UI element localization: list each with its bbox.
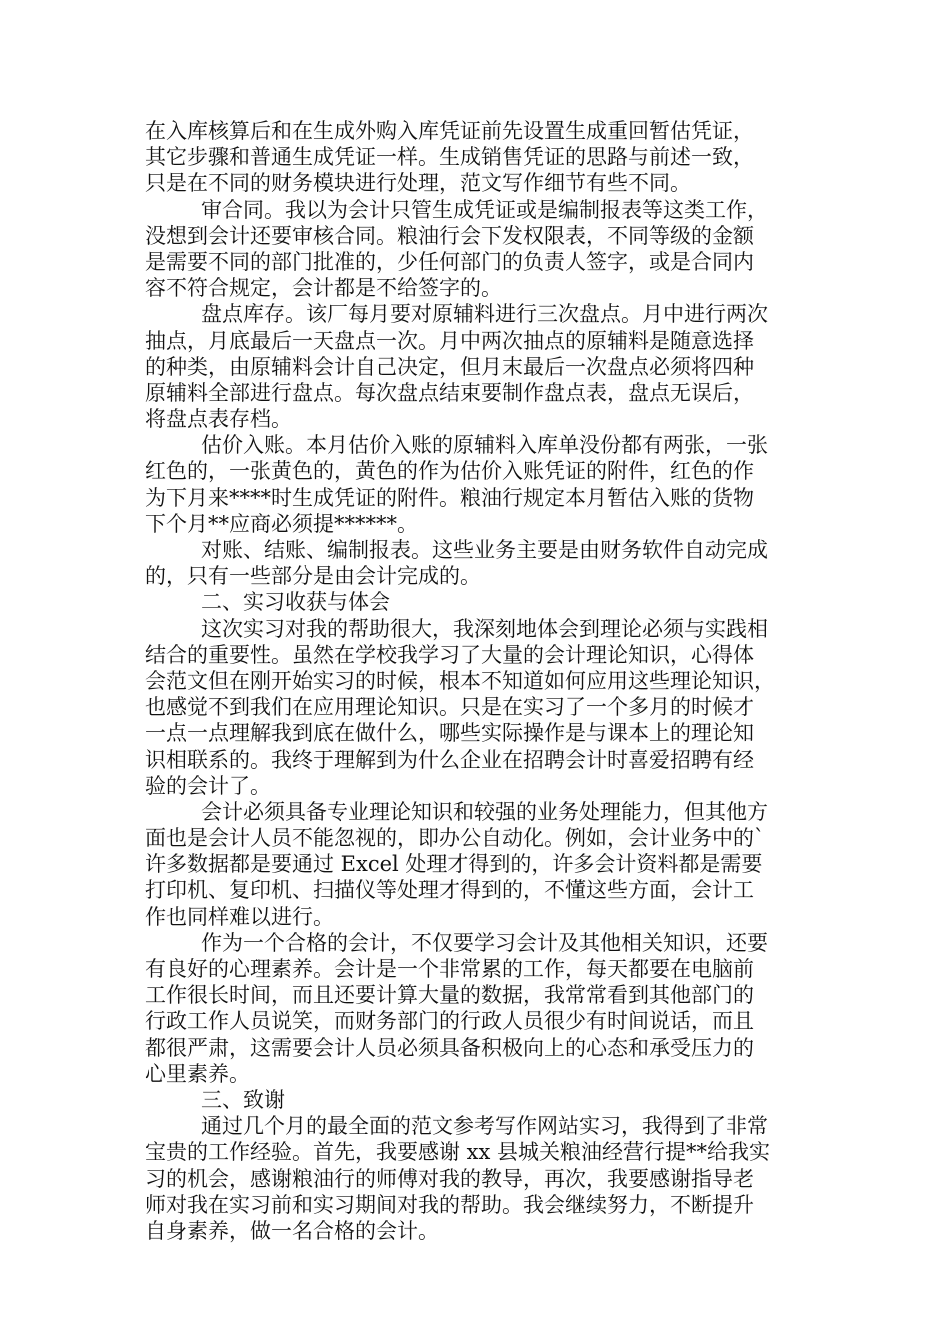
text-line: 在入库核算后和在生成外购入库凭证前先设置生成重回暂估凭证， — [145, 119, 754, 143]
text-line: 下个月**应商必须提******。 — [145, 511, 418, 536]
text-line: 三、致谢 — [201, 1087, 285, 1112]
text-line: 为下月来****时生成凭证的附件。粮油行规定本月暂估入账的货物 — [145, 485, 754, 510]
text-line: 红色的，一张黄色的，黄色的作为估价入账凭证的附件，红色的作 — [145, 459, 754, 484]
text-line: 会范文但在刚开始实习的时候，根本不知道如何应用这些理论知识， — [145, 668, 775, 693]
text-line: 都很严肃，这需要会计人员必须具备积极向上的心态和承受压力的 — [145, 1035, 754, 1060]
text-line: 只是在不同的财务模块进行处理，范文写作细节有些不同。 — [145, 171, 691, 196]
text-line: 师对我在实习前和实习期间对我的帮助。我会继续努力，不断提升 — [145, 1192, 754, 1217]
text-line: 是需要不同的部门批准的，少任何部门的负责人签字，或是合同内 — [145, 249, 754, 274]
text-line: 盘点库存。该厂每月要对原辅料进行三次盘点。月中进行两次 — [201, 302, 768, 327]
text-line: 习的机会，感谢粮油行的师傅对我的教导，再次，我要感谢指导老 — [145, 1166, 754, 1191]
text-line: 原辅料全部进行盘点。每次盘点结束要制作盘点表，盘点无误后， — [145, 380, 754, 405]
text-line: 工作很长时间，而且还要计算大量的数据，我常常看到其他部门的 — [145, 983, 754, 1008]
text-line: 行政工作人员说笑，而财务部门的行政人员很少有时间说话，而且 — [145, 1009, 754, 1034]
text-line: 会计必须具备专业理论知识和较强的业务处理能力，但其他方 — [201, 799, 768, 824]
text-line: 这次实习对我的帮助很大，我深刻地体会到理论必须与实践相 — [201, 616, 768, 641]
document-body — [145, 118, 813, 1244]
text-line: 识相联系的。我终于理解到为什么企业在招聘会计时喜爱招聘有经 — [145, 747, 754, 772]
text-line: 一点一点理解我到底在做什么，哪些实际操作是与课本上的理论知 — [145, 721, 754, 746]
text-line: 其它步骤和普通生成凭证一样。生成销售凭证的思路与前述一致， — [145, 145, 754, 170]
text-line: 验的会计了。 — [145, 773, 271, 798]
text-line: 打印机、复印机、扫描仪等处理才得到的，不懂这些方面，会计工 — [145, 878, 754, 903]
text-line: 自身素养，做一名合格的会计。 — [145, 1218, 439, 1243]
text-line: 心里素养。 — [145, 1061, 250, 1086]
text-line: 面也是会计人员不能忽视的，即办公自动化。例如，会计业务中的` — [145, 826, 765, 851]
text-line: 容不符合规定，会计都是不给签字的。 — [145, 276, 502, 301]
text-line: 对账、结账、编制报表。这些业务主要是由财务软件自动完成 — [201, 538, 768, 562]
text-line: 没想到会计还要审核合同。粮油行会下发权限表，不同等级的金额 — [145, 223, 754, 248]
text-line: 的种类，由原辅料会计自己决定，但月末最后一次盘点必须将四种 — [145, 354, 754, 379]
text-line: 审合同。我以为会计只管生成凭证或是编制报表等这类工作， — [201, 197, 768, 222]
text-line: 也感觉不到我们在应用理论知识。只是在实习了一个多月的时候才 — [145, 695, 754, 720]
text-line: 有良好的心理素养。会计是一个非常累的工作，每天都要在电脑前 — [145, 957, 754, 981]
text-line: 作为一个合格的会计，不仅要学习会计及其他相关知识，还要 — [201, 930, 768, 955]
text-line: 作也同样难以进行。 — [145, 904, 334, 929]
text-line: 宝贵的工作经验。首先，我要感谢 xx 县城关粮油经营行提**给我实 — [145, 1140, 771, 1165]
text-line: 抽点，月底最后一天盘点一次。月中两次抽点的原辅料是随意选择 — [145, 328, 754, 353]
text-line: 的，只有一些部分是由会计完成的。 — [145, 564, 481, 589]
text-line: 结合的重要性。虽然在学校我学习了大量的会计理论知识，心得体 — [145, 642, 754, 667]
text-line: 将盘点表存档。 — [145, 407, 292, 432]
text-line: 二、实习收获与体会 — [201, 590, 390, 615]
text-line: 估价入账。本月估价入账的原辅料入库单没份都有两张，一张 — [201, 433, 768, 458]
text-line: 许多数据都是要通过 Excel 处理才得到的，许多会计资料都是需要 — [145, 852, 763, 877]
text-line: 通过几个月的最全面的范文参考写作网站实习，我得到了非常 — [201, 1114, 768, 1139]
